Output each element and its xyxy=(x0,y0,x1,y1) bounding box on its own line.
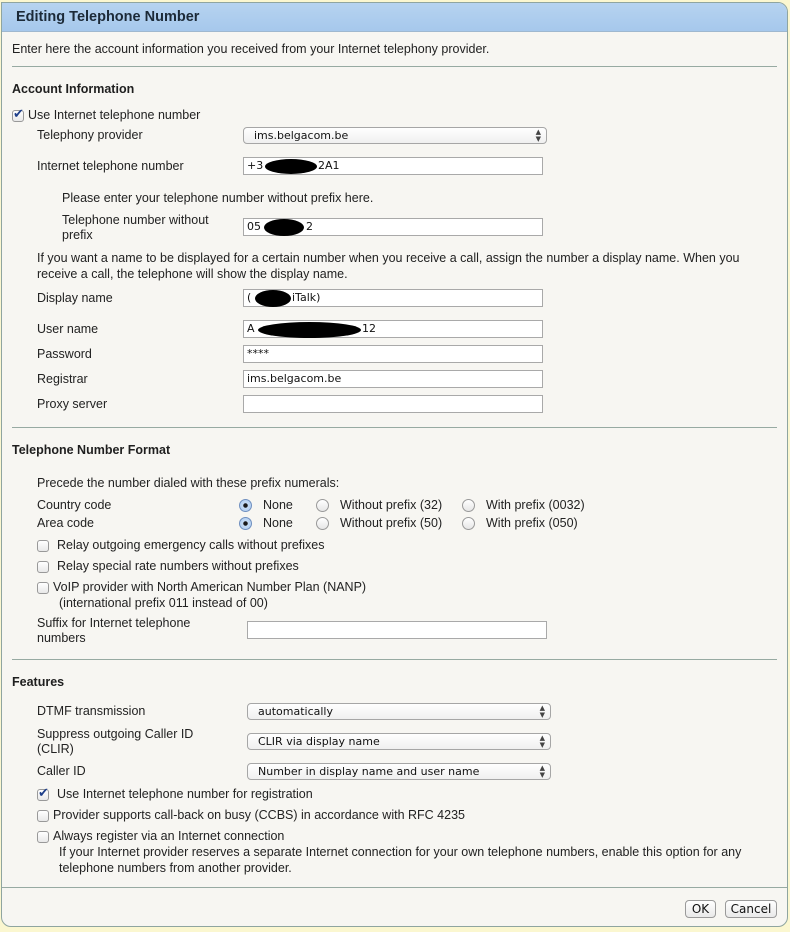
dtmf-value: automatically xyxy=(258,705,333,718)
dtmf-label: DTMF transmission xyxy=(37,704,146,718)
divider xyxy=(12,427,777,428)
use-for-registration-checkbox[interactable] xyxy=(37,789,49,801)
always-register-hint-1: If your Internet provider reserves a separate Internet connection for your own telephone numbers, enable this option for any xyxy=(59,845,742,859)
provider-select[interactable] xyxy=(243,127,547,144)
precede-hint: Precede the number dialed with these prefix numerals: xyxy=(37,476,340,490)
number-no-prefix-input[interactable] xyxy=(243,218,543,236)
select-arrows-icon: ▲ ▼ xyxy=(539,704,545,719)
clir-label-1: Suppress outgoing Caller ID xyxy=(37,727,194,741)
suffix-label-2: numbers xyxy=(37,631,86,645)
relay-special-checkbox[interactable] xyxy=(37,561,49,573)
display-name-value-start: ( xyxy=(247,291,252,304)
area-code-radio-none[interactable] xyxy=(239,517,252,530)
nanp-sublabel: (international prefix 011 instead of 00) xyxy=(59,596,268,610)
redaction xyxy=(255,290,291,307)
relay-emergency-checkbox[interactable] xyxy=(37,540,49,552)
select-arrows-icon: ▲ ▼ xyxy=(535,128,541,143)
suffix-label-1: Suffix for Internet telephone xyxy=(37,616,191,630)
display-name-value-end: iTalk) xyxy=(292,291,321,304)
redaction xyxy=(264,219,304,236)
intro-text: Enter here the account information you received from your Internet telephony provider. xyxy=(12,42,490,56)
user-name-value-end: 12 xyxy=(362,322,376,335)
ok-button[interactable]: OK xyxy=(685,900,716,918)
divider xyxy=(12,66,777,67)
internet-number-value-end: 2A1 xyxy=(318,159,340,172)
no-prefix-label-2: prefix xyxy=(62,228,93,242)
edit-telephone-dialog xyxy=(1,2,788,927)
use-internet-number-checkbox[interactable] xyxy=(12,110,24,122)
password-input[interactable]: **** xyxy=(243,345,543,363)
always-register-hint-2: telephone numbers from another provider. xyxy=(59,861,292,875)
user-name-value-start: A xyxy=(247,322,255,335)
area-code-radio-with[interactable] xyxy=(462,517,475,530)
number-no-prefix-value-start: 05 xyxy=(247,220,261,233)
number-no-prefix-value-end: 2 xyxy=(306,220,313,233)
caller-id-value: Number in display name and user name xyxy=(258,765,480,778)
proxy-input[interactable] xyxy=(243,395,543,413)
no-prefix-label-1: Telephone number without xyxy=(62,213,209,227)
no-prefix-hint: Please enter your telephone number without prefix here. xyxy=(62,191,374,205)
relay-special-label: Relay special rate numbers without prefixes xyxy=(57,559,299,573)
area-code-option-none: None xyxy=(263,516,293,530)
registrar-input[interactable]: ims.belgacom.be xyxy=(243,370,543,388)
display-name-input[interactable] xyxy=(243,289,543,307)
user-name-input[interactable] xyxy=(243,320,543,338)
area-code-option-with: With prefix (050) xyxy=(486,516,578,530)
divider xyxy=(12,659,777,660)
caller-id-label: Caller ID xyxy=(37,764,86,778)
select-arrows-icon: ▲ ▼ xyxy=(539,764,545,779)
section-title-format: Telephone Number Format xyxy=(12,443,171,457)
use-for-registration-label: Use Internet telephone number for registration xyxy=(57,787,313,801)
clir-select[interactable] xyxy=(247,733,551,750)
redaction xyxy=(258,322,361,338)
display-hint-1: If you want a name to be displayed for a certain number when you receive a call, assign the number a display name. When you xyxy=(37,251,740,265)
ccbs-label: Provider supports call-back on busy (CCBS) in accordance with RFC 4235 xyxy=(53,808,465,822)
country-code-radio-with[interactable] xyxy=(462,499,475,512)
country-code-option-without: Without prefix (32) xyxy=(340,498,443,512)
area-code-option-without: Without prefix (50) xyxy=(340,516,443,530)
provider-value: ims.belgacom.be xyxy=(254,129,349,142)
country-code-option-with: With prefix (0032) xyxy=(486,498,585,512)
internet-number-label: Internet telephone number xyxy=(37,159,184,173)
cancel-button[interactable]: Cancel xyxy=(725,900,777,918)
section-title-account: Account Information xyxy=(12,82,135,96)
country-code-option-none: None xyxy=(263,498,293,512)
select-arrows-icon: ▲ ▼ xyxy=(539,734,545,749)
relay-emergency-label: Relay outgoing emergency calls without prefixes xyxy=(57,538,325,552)
user-name-label: User name xyxy=(37,322,99,336)
section-title-features: Features xyxy=(12,675,65,689)
display-hint-2: receive a call, the telephone will show the display name. xyxy=(37,267,348,281)
clir-value: CLIR via display name xyxy=(258,735,380,748)
dialog-title: Editing Telephone Number xyxy=(2,3,787,32)
suffix-input[interactable] xyxy=(247,621,547,639)
always-register-checkbox[interactable] xyxy=(37,831,49,843)
dtmf-select[interactable] xyxy=(247,703,551,720)
nanp-label: VoIP provider with North American Number Plan (NANP) xyxy=(53,580,367,594)
display-name-label: Display name xyxy=(37,291,113,305)
caller-id-select[interactable] xyxy=(247,763,551,780)
use-internet-number-label: Use Internet telephone number xyxy=(28,108,201,122)
proxy-label: Proxy server xyxy=(37,397,108,411)
internet-number-input[interactable] xyxy=(243,157,543,175)
country-code-radio-none[interactable] xyxy=(239,499,252,512)
country-code-label: Country code xyxy=(37,498,112,512)
area-code-radio-without[interactable] xyxy=(316,517,329,530)
internet-number-value-start: +3 xyxy=(247,159,264,172)
clir-label-2: (CLIR) xyxy=(37,742,74,756)
registrar-label: Registrar xyxy=(37,372,88,386)
ccbs-checkbox[interactable] xyxy=(37,810,49,822)
password-label: Password xyxy=(37,347,92,361)
country-code-radio-without[interactable] xyxy=(316,499,329,512)
nanp-checkbox[interactable] xyxy=(37,582,49,594)
footer-divider xyxy=(2,887,787,888)
redaction xyxy=(265,159,317,174)
provider-label: Telephony provider xyxy=(37,128,143,142)
area-code-label: Area code xyxy=(37,516,94,530)
always-register-label: Always register via an Internet connection xyxy=(53,829,285,843)
